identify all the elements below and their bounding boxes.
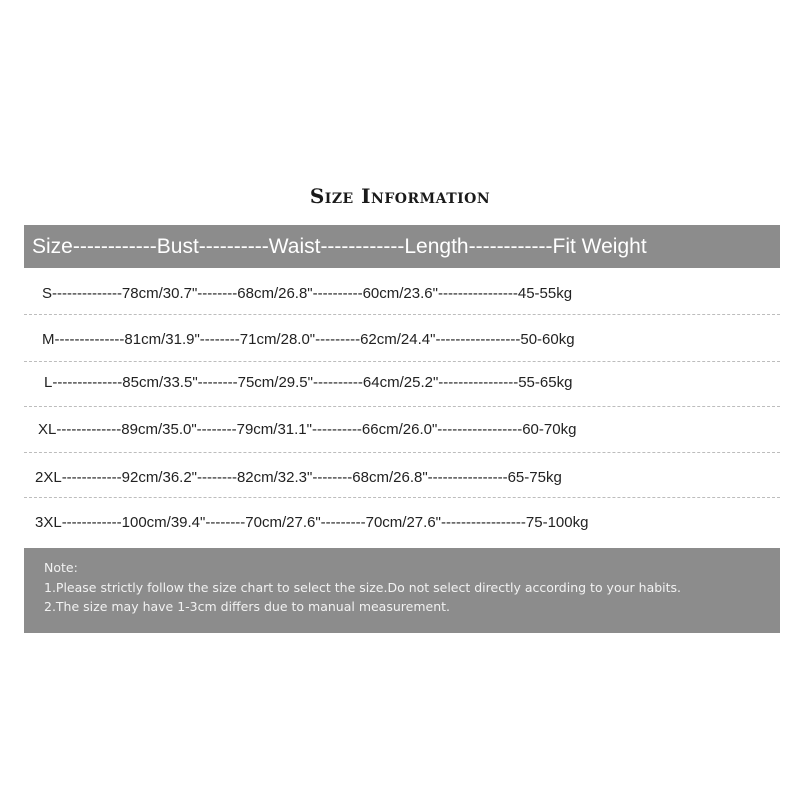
table-header: Size------------Bust----------Waist------------Length------------Fit Weight xyxy=(32,235,647,258)
row-text: 3XL------------100cm/39.4"--------70cm/27.6"---------70cm/27.6"-----------------75-100kg xyxy=(35,514,589,531)
row-divider xyxy=(24,452,780,453)
size-row-m xyxy=(0,330,800,350)
row-text: XL-------------89cm/35.0"--------79cm/31.1"----------66cm/26.0"-----------------60-70kg xyxy=(38,421,577,438)
page-title: Size Information xyxy=(309,184,491,208)
note-line-2: 2.The size may have 1-3cm differs due to manual measurement. xyxy=(44,599,450,614)
size-row-2xl xyxy=(0,468,800,488)
size-row-l xyxy=(0,373,800,393)
note-heading: Note: xyxy=(44,560,78,575)
size-row-3xl xyxy=(0,513,800,533)
row-divider xyxy=(24,314,780,315)
row-divider xyxy=(24,361,780,362)
row-text: 2XL------------92cm/36.2"--------82cm/32.3"--------68cm/26.8"----------------65-75kg xyxy=(35,469,562,486)
row-text: L--------------85cm/33.5"--------75cm/29.5"----------64cm/25.2"----------------55-65kg xyxy=(44,374,573,391)
note-line-1: 1.Please strictly follow the size chart to select the size.Do not select directly according to your habits. xyxy=(44,580,682,595)
row-divider xyxy=(24,406,780,407)
row-text: M--------------81cm/31.9"--------71cm/28.0"---------62cm/24.4"-----------------50-60kg xyxy=(42,331,575,348)
row-text: S--------------78cm/30.7"--------68cm/26.8"----------60cm/23.6"----------------45-55kg xyxy=(42,285,573,302)
row-divider xyxy=(24,497,780,498)
size-row-s xyxy=(0,284,800,304)
size-row-xl xyxy=(0,420,800,440)
